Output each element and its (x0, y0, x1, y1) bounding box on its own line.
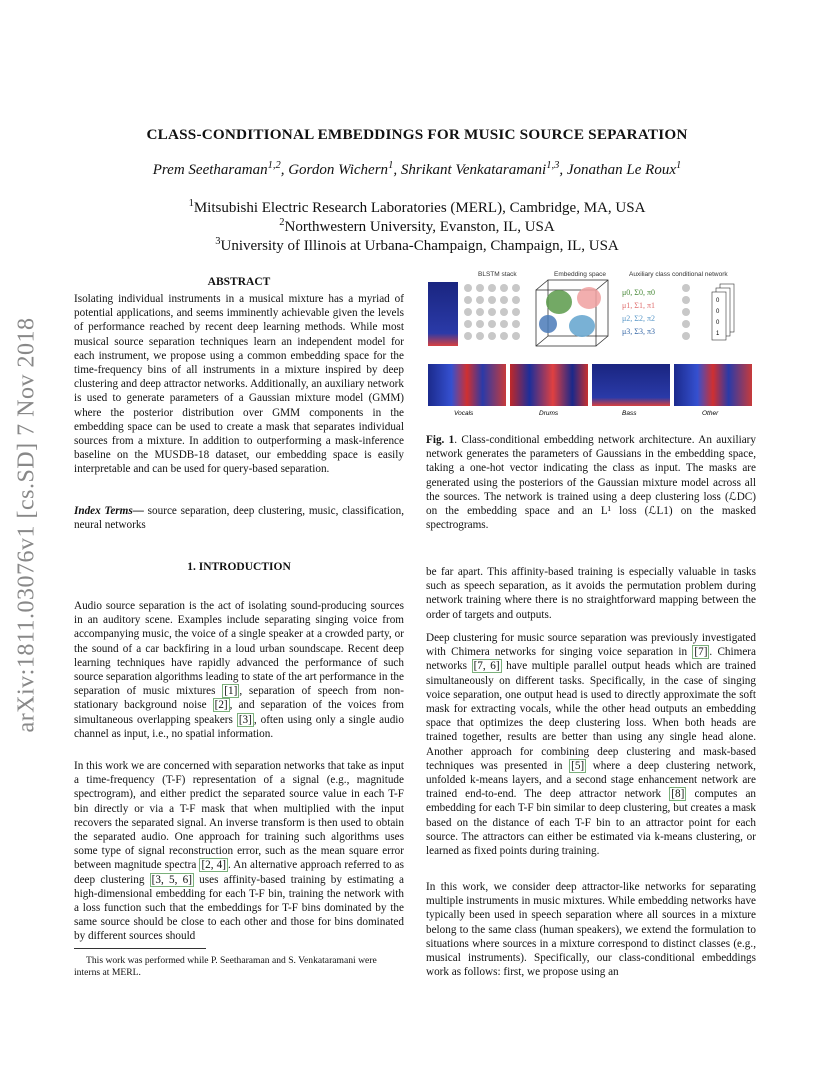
gaussian-params-0: μ0, Σ0, π0 (622, 288, 655, 297)
architecture-figure (424, 268, 756, 418)
svg-text:0: 0 (716, 320, 720, 326)
label-vocals: Vocals (454, 410, 474, 417)
index-terms: Index Terms— source separation, deep clustering, music, classification, neural networks (74, 505, 404, 532)
author-name: Prem Seetharaman (152, 162, 268, 178)
blstm-nodes (464, 284, 520, 340)
gaussian-params-2: μ2, Σ2, π2 (622, 314, 655, 323)
author-name: Shrikant Venkataramani (400, 162, 547, 178)
cluster-dark-blue (539, 315, 557, 333)
arxiv-identifier (2, 290, 52, 760)
label-other: Other (702, 410, 719, 417)
paper-title: CLASS-CONDITIONAL EMBEDDINGS FOR MUSIC SOURCE SEPARATION (146, 126, 688, 143)
embedding-cube (536, 280, 608, 346)
intro-paragraph-2: In this work we are concerned with separation networks that take as input a time-frequency (T-F) representation of a signal (e.g., magnitude spectrogram), and either predict the separated source value in each T-F bin directly or via a T-F mask that when multiplied with the input recovers the separated signal. An inverse transform is then used to obtain the separated audio. One approach for training such algorithms uses some type of signal reconstruction error, such as the mean square error between magnitude spectra [2, 4] . An alternative approach referred to as deep clustering [3, 5, 6] uses affinity-based training by estimating a high-dimensional embedding for each T-F bin, training the network with a loss function such that the embeddings for T-F bins dominated by the same source should be close to each other and those for bins dominated by different sources should (74, 760, 404, 943)
output-spectrogram-other (674, 364, 752, 406)
svg-text:1: 1 (716, 331, 720, 337)
figure-label: Fig. 1 (426, 434, 455, 446)
blstm-label: BLSTM stack (478, 271, 517, 278)
svg-text:0: 0 (716, 309, 720, 315)
one-hot-vector (712, 284, 734, 340)
index-terms-label: Index Terms— (74, 505, 144, 517)
citation-link[interactable]: [2] (214, 699, 228, 712)
author-name: Gordon Wichern (288, 162, 389, 178)
output-spectrogram-bass (592, 364, 670, 406)
gaussian-params-1: μ1, Σ1, π1 (622, 301, 655, 310)
abstract-text: Isolating individual instruments in a musical mixture has a myriad of potential applications, and seems imminently achievable given the levels of performance reached by recent deep learning methods. While most musical source separation techniques learn an independent model for each instrument, we propose using a common embedding space for the time-frequency bins of all instruments in a mixture inspired by deep clustering and deep attractor networks. Additionally, an auxiliary network is used to generate parameters of a Gaussian mixture model (GMM) where the posterior distribution over GMM components in the embedding space can be used to create a mask that separates individual sources from a mixture. In addition to outperforming a mask-inference baseline on the MUSDB-18 dataset, our embedding space is easily interpretable and can be used for query-based separation. (74, 293, 404, 476)
cluster-blue (569, 315, 595, 337)
aux-network-label: Auxiliary class conditional network (629, 271, 728, 278)
citation-link[interactable]: [5] (571, 759, 585, 772)
affiliation: $^2$Northwestern University, Evanston, IL, USA (279, 217, 555, 235)
citation-link[interactable]: [3, 5, 6] (151, 873, 192, 886)
cluster-green (546, 290, 572, 314)
input-spectrogram (428, 282, 458, 346)
intro-paragraph-3: be far apart. This affinity-based training is especially valuable in tasks such as speech separation, as it avoids the permutation problem during network training where there is no straightforward mapping between the order of targets and outputs. (426, 566, 756, 621)
svg-text:0: 0 (716, 298, 720, 304)
gaussian-params-3: μ3, Σ3, π3 (622, 327, 655, 336)
label-drums: Drums (539, 410, 559, 417)
abstract-heading: ABSTRACT (207, 276, 271, 288)
output-spectrogram-vocals (428, 364, 506, 406)
footnote-rule (74, 948, 206, 949)
author-list: Prem Seetharaman$^{1,2}$, Gordon Wichern$^1$, Shrikant Venkataramani$^{1,3}$, Jonathan Le Roux$^1$ (152, 160, 682, 178)
section-heading: 1. INTRODUCTION (187, 561, 291, 573)
architecture-diagram (424, 268, 756, 418)
label-bass: Bass (622, 410, 637, 417)
embedding-label: Embedding space (554, 271, 607, 278)
citation-link[interactable]: [7] (694, 646, 708, 659)
citation-link[interactable]: [3] (238, 713, 252, 726)
author-name: Jonathan Le Roux (566, 162, 676, 178)
citation-link[interactable]: [7, 6] (473, 660, 500, 673)
arxiv-identifier-text: arXiv:1811.03076v1 [cs.SD] 7 Nov 2018 (13, 317, 40, 733)
affiliation: $^1$Mitsubishi Electric Research Laboratories (MERL), Cambridge, MA, USA (188, 198, 646, 216)
citation-link[interactable]: [8] (671, 788, 685, 801)
aux-nodes (682, 284, 690, 340)
figure-caption: Fig. 1. Class-conditional embedding network architecture. An auxiliary network generates the parameters of Gaussians in the embedding space, taking a one-hot vector indicating the class as input. The masks are generated using the posteriors of the Gaussian mixture model across all the sources. The network is trained using a deep clustering loss (ℒDC) on the embedding space and an L¹ loss (ℒL1) on the masked spectrograms. (426, 434, 756, 532)
footnote: This work was performed while P. Seetharaman and S. Venkataramani were interns at MERL. (74, 955, 377, 978)
intro-paragraph-5: In this work, we consider deep attractor-like networks for separating multiple instruments in music mixtures. While embedding networks have typically been used in speech separation where all sources in a mixture belong to the same class (human speakers), we extend the formulation to situations where sources in a mixture correspond to distinct classes (e.g., musical instruments). Specifically, our class-conditional embeddings work as follows: first, we propose using an (426, 881, 756, 979)
citation-link[interactable]: [2, 4] (201, 859, 226, 872)
output-spectrogram-drums (510, 364, 588, 406)
affiliation: $^3$University of Illinois at Urbana-Champaign, Champaign, IL, USA (215, 236, 619, 254)
citation-link[interactable]: [1] (224, 685, 238, 698)
cluster-red (577, 287, 601, 309)
intro-paragraph-1: Audio source separation is the act of isolating sound-producing sources in an auditory scene. Examples include separating singing voice from accompanying music, the voice of a single speaker at a crowded party, or the sound of a car backfiring in a loud urban soundscape. Recent deep learning techniques have rapidly advanced the performance of such source separation algorithms leading to state of the art performance in the separation of music mixtures [1] , separation of speech from non-stationary background noise [2] , and separation of the voices from simultaneous overlapping speakers [3] , often using only a single audio channel as input, i.e., no spatial information. (74, 600, 404, 740)
intro-paragraph-4: Deep clustering for music source separation was previously investigated with Chimera networks for singing voice separation in [7] . Chimera networks [7, 6] have multiple parallel output heads which are trained simultaneously on different tasks. Specifically, in the case of singing voice separation, one output head is used to directly approximate the soft mask for extracting vocals, while the other head outputs an embedding space that optimizes the deep clustering loss. When both heads are trained together, results are better than using any single head alone. Another approach for combining deep clustering and mask-based techniques was presented in [5] where a deep clustering network, unfolded k-means layers, and a second stage enhancement network are trained end-to-end. The deep attractor network [8] computes an embedding for each T-F bin similar to deep clustering, but creates a mask based on the distance of each T-F bin to an attractor point for each source. The attractors can either be estimated via k-means clustering, or learned as fixed points during training. (426, 632, 757, 858)
